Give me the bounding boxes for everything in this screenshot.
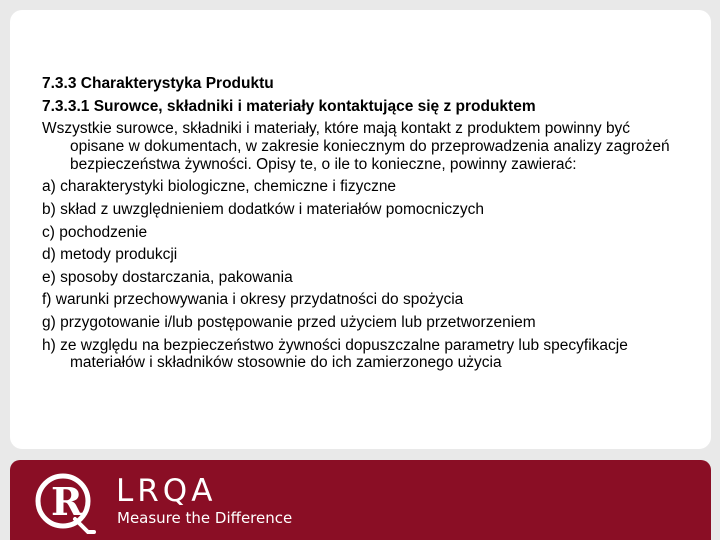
footer-bar — [10, 460, 711, 540]
list-item-g: g) przygotowanie i/lub postępowanie przed użyciem lub przetworzeniem — [42, 313, 536, 331]
list-item-b: b) skład z uwzględnieniem dodatków i materiałów pomocniczych — [42, 200, 484, 218]
logo-monogram-letter: R — [51, 479, 83, 524]
list-item-d: d) metody produkcji — [42, 246, 178, 264]
list-item-h: h) ze względu na bezpieczeństwo żywności dopuszczalne parametry lub specyfikacje materiałów i składników stosownie do ich zamierzonego użycia — [42, 336, 628, 372]
brand-tagline: Measure the Difference — [117, 509, 293, 527]
list-item-f: f) warunki przechowywania i okresy przydatności do spożycia — [42, 291, 464, 309]
list-item-c: c) pochodzenie — [42, 223, 148, 241]
list-item-e: e) sposoby dostarczania, pakowania — [42, 268, 293, 286]
subsection-heading: 7.3.3.1 Surowce, składniki i materiały kontaktujące się z produktem — [42, 97, 536, 115]
section-heading: 7.3.3 Charakterystyka Produktu — [42, 75, 274, 92]
brand-name: LRQA — [116, 473, 217, 509]
slide-content-panel — [10, 10, 711, 449]
slide-text — [42, 75, 682, 377]
lr-monogram-icon — [28, 466, 100, 538]
intro-paragraph: Wszystkie surowce, składniki i materiały, które mają kontakt z produktem powinny być opisane w dokumentach, w zakresie koniecznym do przeprowadzenia analizy zagrożeń bezpieczeństwa żywności. Opisy te, o ile to konieczne, powinny zawierać: — [42, 120, 670, 173]
list-item-a: a) charakterystyki biologiczne, chemiczne i fizyczne — [42, 178, 397, 196]
